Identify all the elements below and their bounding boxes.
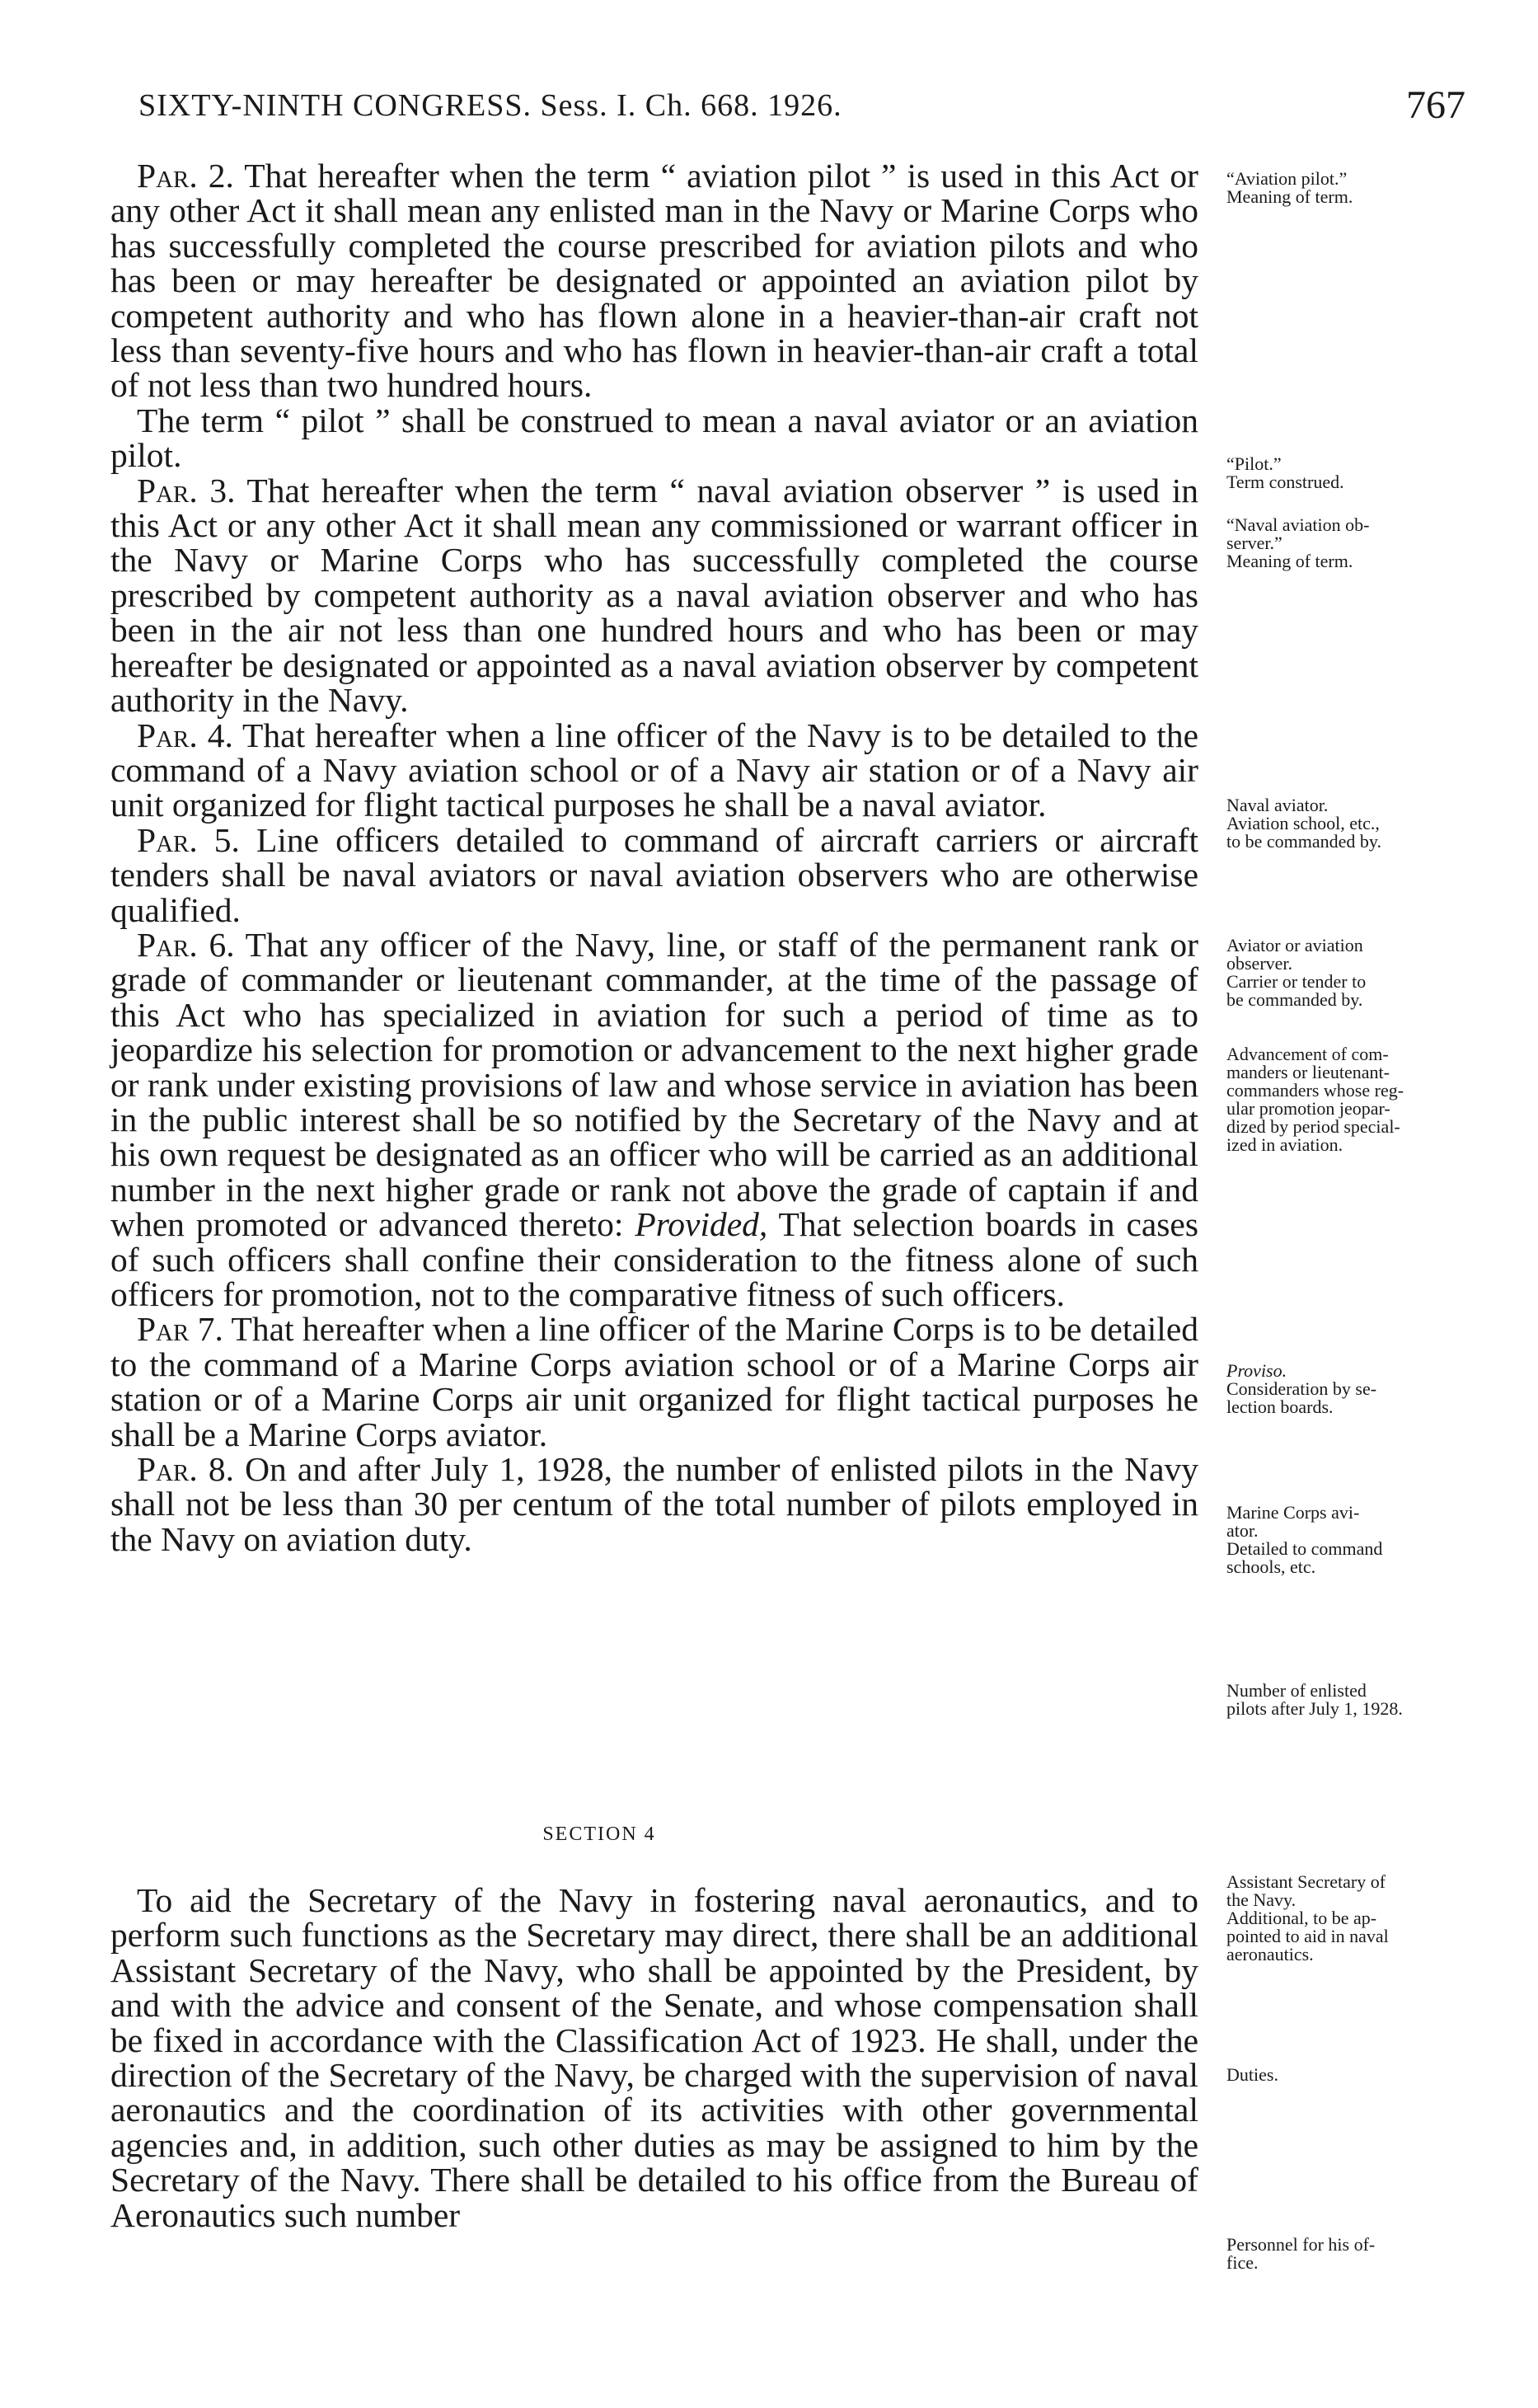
sidenote-line: aeronautics. xyxy=(1226,1944,1314,1964)
sidenote-line: manders or lieutenant- xyxy=(1226,1062,1390,1082)
sidenote-line: pointed to aid in naval xyxy=(1226,1926,1389,1946)
sidenote-enlisted xyxy=(1226,1682,1474,1718)
sidenote-proviso xyxy=(1226,1362,1474,1416)
sidenote-line: Carrier or tender to xyxy=(1226,971,1367,992)
sidenote-aviation-pilot xyxy=(1226,170,1474,206)
paragraph-text: That hereafter when a line officer of the Marine Corps is to be detailed to the command of a Marine Corps aviation school or of a Marine Corps air station or of a Marine Corps air unit organized for flight tactical purposes he shall be a Marine Corps aviator. xyxy=(110,1310,1198,1453)
paragraph-text: That any officer of the Navy, line, or staff of the permanent rank or grade of commander or lieutenant commander, at the time of the passage of this Act who has specialized in aviation for such a period of time as to jeopardize his selection for promotion or advancement to the next higher grade or rank under existing provisions of law and whose service in aviation has been in the public interest shall be so notified by the Secretary of the Navy and at his own request be designated as an officer who will be carried as an additional number in the next higher grade or rank not above the grade of captain if and when promoted or advanced thereto: xyxy=(110,925,1198,1244)
sidenote-line: Additional, to be ap- xyxy=(1226,1908,1377,1928)
sidenote-line: Marine Corps avi- xyxy=(1226,1502,1360,1523)
sidenote-line: Aviation school, etc., xyxy=(1226,813,1380,833)
paragraph-text: That hereafter when the term “ naval aviation observer ” is used in this Act or any other Act it shall mean any commissioned or warrant officer in the Navy or Marine Corps who has successfully completed the course prescribed by competent authority as a naval aviation observer and who has been in the air not less than one hundred hours and who has been or may hereafter be designated or appointed as a naval aviation observer by competent authority in the Navy. xyxy=(110,471,1199,720)
sidenote-line: pilots after July 1, 1928. xyxy=(1226,1698,1403,1719)
paragraph-label: Par 7. xyxy=(137,1310,223,1349)
sidenote-line: the Navy. xyxy=(1226,1889,1297,1910)
sidenote-line: Aviator or aviation xyxy=(1226,935,1363,955)
sidenote-line: be commanded by. xyxy=(1226,989,1363,1010)
sidenote-line: fice. xyxy=(1226,2252,1259,2273)
sidenote-personnel xyxy=(1226,2236,1474,2272)
paragraph-text: Line officers detailed to command of aircraft carriers or aircraft tenders shall be naval aviators or naval aviation observers who are otherwise qualified. xyxy=(110,820,1198,929)
sidenote-observer xyxy=(1226,516,1474,570)
sidenote-line: “Naval aviation ob- xyxy=(1226,514,1370,535)
sidenote-line: Detailed to command xyxy=(1226,1538,1383,1559)
sidenote-line: schools, etc. xyxy=(1226,1556,1316,1577)
sidenote-assistant xyxy=(1226,1873,1474,1964)
sidenote-marine xyxy=(1226,1504,1474,1576)
sidenote-line: Meaning of term. xyxy=(1226,186,1353,207)
paragraph-text: That hereafter when the term “ aviation pilot ” is used in this Act or any other Act it shall mean any enlisted man in the Navy or Marine Corps who has successfully completed the course prescribed for aviation pilots and who has been or may hereafter be designated or appointed an aviation pilot by competent authority and who has flown alone in a heavier-than-air craft not less than seventy-five hours and who has flown in heavier-than-air craft a total of not less than two hundred hours. xyxy=(110,157,1199,405)
sidenote-line: ular promotion jeopar- xyxy=(1226,1098,1390,1119)
running-head-title: SIXTY-NINTH CONGRESS. Sess. I. Ch. 668. 1926. xyxy=(138,88,842,123)
paragraph-2-continuation: The term “ pilot ” shall be construed to mean a naval aviator or an aviation pilot. xyxy=(110,401,1198,475)
sidenote-line: Consideration by se- xyxy=(1226,1378,1377,1399)
sidenote-line: Assistant Secretary of xyxy=(1226,1871,1386,1892)
paragraph-label: Par. 3. xyxy=(137,471,236,509)
proviso-word: Provided, xyxy=(635,1205,768,1244)
page-number: 767 xyxy=(1406,83,1465,127)
section-heading: SECTION 4 xyxy=(542,1824,656,1845)
sidenote-line: lection boards. xyxy=(1226,1396,1334,1417)
sidenote-pilot xyxy=(1226,455,1474,491)
sidenote-line: Term construed. xyxy=(1226,472,1344,492)
paragraph-label: Par. 8. xyxy=(137,1450,234,1489)
sidenote-line: dized by period special- xyxy=(1226,1116,1400,1137)
sidenote-aviator-observer xyxy=(1226,936,1474,1009)
sidenote-line: “Aviation pilot.” xyxy=(1226,168,1348,189)
sidenote-line: Personnel for his of- xyxy=(1226,2234,1376,2255)
sidenote-line: Naval aviator. xyxy=(1226,795,1329,815)
sidenote-line: observer. xyxy=(1226,953,1293,974)
sidenote-advancement xyxy=(1226,1045,1474,1154)
paragraph-text: That hereafter when a line officer of the Navy is to be detailed to the command of a Navy aviation school or of a Navy air station or of a Navy air unit organized for flight tactical purposes he shall be a naval aviator. xyxy=(110,716,1198,824)
paragraph-text-after-proviso: That selection boards in cases of such officers shall confine their consideration to the fitness alone of such officers for promotion, not to the comparative fitness of such officers. xyxy=(110,1205,1198,1313)
paragraph-label: Par. 2. xyxy=(137,157,234,195)
paragraph-label: Par. 6. xyxy=(137,925,235,964)
sidenote-line: Proviso. xyxy=(1226,1360,1287,1381)
sidenote-line: server.” xyxy=(1226,533,1282,553)
sidenote-line: “Pilot.” xyxy=(1226,453,1282,474)
sidenote-line: Duties. xyxy=(1226,2064,1278,2085)
sidenote-line: Number of enlisted xyxy=(1226,1680,1367,1701)
section-4-paragraph: To aid the Secretary of the Navy in fostering naval aeronautics, and to perform such functions as the Secretary may direct, there shall be an additional Assistant Secretary of the Navy, who shall be appointed by the President, by and with the advice and consent of the Senate, and whose compensation shall be fixed in accordance with the Classification Act of 1923. He shall, under the direction of the Secretary of the Navy, be charged with the supervision of naval aeronautics and the coordination of its activities with other governmental agencies and, in addition, such other duties as may be assigned to him by the Secretary of the Navy. There shall be detailed to his office from the Bureau of Aeronautics such number xyxy=(110,1881,1198,2234)
paragraph-label: Par. 4. xyxy=(137,716,233,754)
sidenote-line: ator. xyxy=(1226,1520,1259,1541)
paragraph-label: Par. 5. xyxy=(137,820,240,859)
sidenote-line: ized in aviation. xyxy=(1226,1134,1343,1155)
sidenote-line: Advancement of com- xyxy=(1226,1044,1389,1064)
paragraph-text: On and after July 1, 1928, the number of enlisted pilots in the Navy shall not be less than 30 per centum of the total number of pilots employed in the Navy on aviation duty. xyxy=(110,1450,1198,1558)
sidenote-line: commanders whose reg- xyxy=(1226,1080,1404,1101)
sidenote-duties xyxy=(1226,2066,1474,2084)
sidenote-line: to be commanded by. xyxy=(1226,831,1381,852)
sidenote-line: Meaning of term. xyxy=(1226,551,1353,571)
sidenote-naval-aviator xyxy=(1226,796,1474,851)
